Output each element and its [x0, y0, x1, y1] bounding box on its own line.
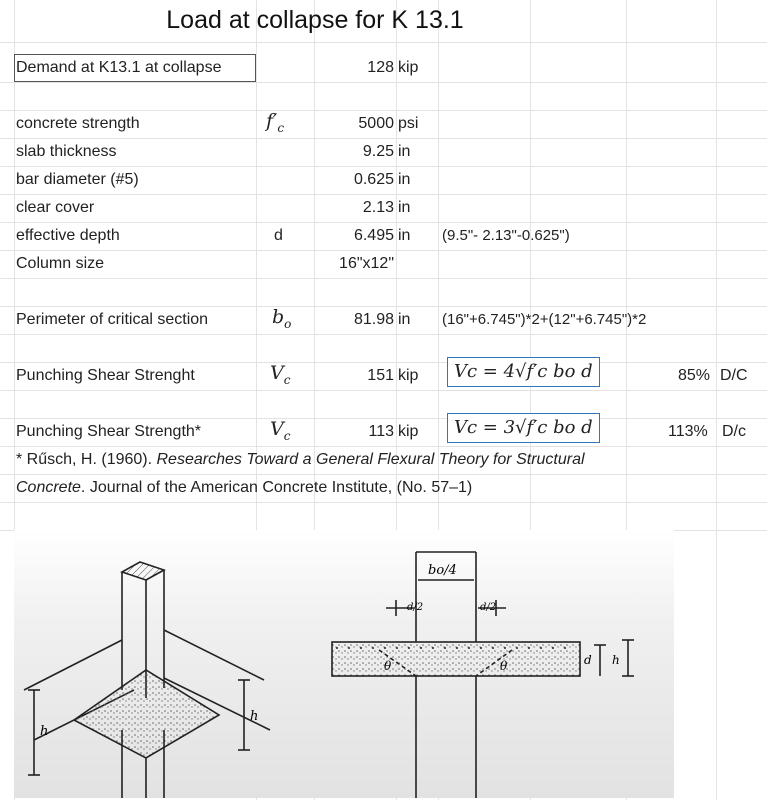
demand-label: Demand at K13.1 at collapse: [16, 59, 222, 76]
row-label: Column size: [16, 255, 105, 272]
shear2-value[interactable]: 113: [368, 423, 394, 440]
row-unit: in: [398, 171, 411, 188]
vc-symbol-2: $V_c$: [270, 418, 291, 443]
shear1-label: Punching Shear Strenght: [16, 367, 195, 384]
d-symbol: d: [274, 227, 283, 244]
row-unit: psi: [398, 115, 419, 132]
shear2-ratio: 113%: [668, 423, 708, 440]
shear1-ratio-unit: D/C: [720, 367, 748, 384]
right-h-label: h: [250, 709, 259, 724]
row-label: effective depth: [16, 227, 120, 244]
reference-suffix: . Journal of the American Concrete Institute, (No. 57–1): [80, 479, 473, 496]
row-label: concrete strength: [16, 115, 140, 132]
vc-symbol: $V_c$: [270, 362, 291, 387]
bo-symbol: $b_o$: [272, 306, 292, 331]
fc-symbol: $f'_c$: [266, 110, 285, 135]
reference-prefix: * Rűsch, H. (1960).: [16, 451, 157, 468]
shear2-label: Punching Shear Strength*: [16, 423, 202, 440]
bo4-label: bo/4: [428, 563, 457, 578]
row-value[interactable]: 9.25: [362, 143, 394, 160]
row-label: bar diameter (#5): [16, 171, 139, 188]
h-dim-label: h: [612, 653, 620, 667]
d-half-label-left: d/2: [407, 602, 424, 613]
row-note: (9.5"- 2.13"-0.625"): [442, 227, 570, 244]
theta-left: θ: [384, 659, 392, 673]
reference-title-1: Researches Toward a General Flexural Theory for Structural: [156, 451, 585, 468]
reference-line-1: [16, 450, 585, 470]
row-value[interactable]: 16"x12": [339, 255, 394, 272]
perimeter-note: (16"+6.745")*2+(12"+6.745")*2: [442, 311, 647, 328]
row-value[interactable]: 6.495: [353, 227, 394, 244]
reference-title-2: Concrete: [16, 479, 81, 496]
d-half-label-right: d/2: [480, 602, 497, 613]
row-value[interactable]: 0.625: [353, 171, 394, 188]
perimeter-unit: in: [398, 311, 411, 328]
shear1-unit: kip: [398, 367, 419, 384]
left-h-label: h: [40, 724, 49, 739]
row-value[interactable]: 2.13: [362, 199, 394, 216]
d-dim-label: d: [584, 653, 592, 667]
row-unit: in: [398, 199, 411, 216]
perimeter-label: Perimeter of critical section: [16, 311, 209, 328]
demand-value[interactable]: 128: [367, 59, 394, 76]
shear1-formula[interactable]: Vc = 4√f′c bo d: [447, 357, 600, 387]
perimeter-value[interactable]: 81.98: [353, 311, 394, 328]
row-value[interactable]: 5000: [358, 115, 394, 132]
demand-unit: kip: [398, 59, 419, 76]
punching-shear-figure: [14, 530, 674, 798]
sheet-title: Load at collapse for K 13.1: [166, 6, 464, 34]
shear2-unit: kip: [398, 423, 419, 440]
shear1-ratio: 85%: [678, 367, 711, 384]
row-unit: in: [398, 143, 411, 160]
reference-line-2: [16, 478, 472, 498]
theta-right: θ: [500, 659, 508, 673]
row-label: slab thickness: [16, 143, 117, 160]
row-unit: in: [398, 227, 411, 244]
row-label: clear cover: [16, 199, 95, 216]
figure-svg: [14, 530, 674, 798]
shear1-value[interactable]: 151: [367, 367, 394, 384]
shear2-ratio-unit: D/c: [722, 423, 746, 440]
shear2-formula[interactable]: Vc = 3√f′c bo d: [447, 413, 600, 443]
